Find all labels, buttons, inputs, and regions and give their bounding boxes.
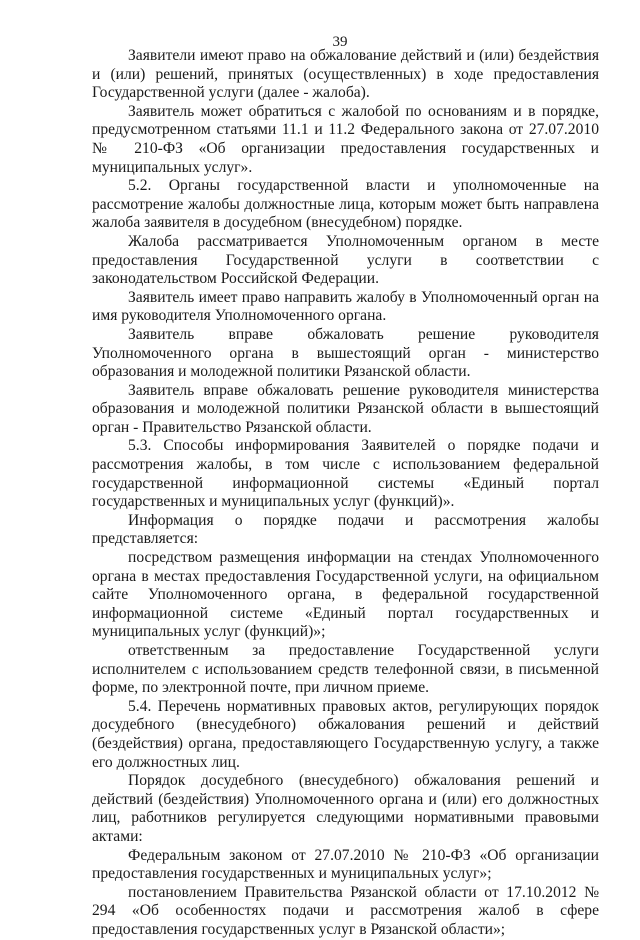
- paragraph-review-location: Жалоба рассматривается Уполномоченным органом в месте предоставления Государственной услуги в соответствии с законодательством Российской Федерации.: [92, 232, 599, 288]
- paragraph-send-to-head: Заявитель имеет право направить жалобу в Уполномоченный орган на имя руководителя Уполномоченного органа.: [92, 288, 599, 325]
- paragraph-appeal-to-government: Заявитель вправе обжаловать решение руководителя министерства образования и молодежной политики Рязанской области в вышестоящий орган - Правительство Рязанской области.: [92, 381, 599, 436]
- paragraph-appeal-grounds: Заявитель может обратиться с жалобой по основаниям и в порядке, предусмотренном статьями 11.1 и 11.2 Федерального закона от 27.07.2010 № 210-ФЗ «Об организации предоставления государственных и муниципальных услуг».: [92, 102, 599, 176]
- paragraph-info-stands: посредством размещения информации на стендах Уполномоченного органа в местах предоставления Государственной услуги, на официальном сайте Уполномоченного органа, в федеральной государственной информационной системе «Единый портал государственных и муниципальных услуг (функций)»;: [92, 549, 599, 641]
- paragraph-regional-resolution: постановлением Правительства Рязанской области от 17.10.2012 № 294 «Об особенностях подачи и рассмотрения жалоб в сфере предоставления государственных услуг в Рязанской области»;: [92, 883, 599, 938]
- paragraph-federal-law: Федеральным законом от 27.07.2010 № 210-ФЗ «Об организации предоставления государственных и муниципальных услуг»;: [92, 846, 599, 883]
- paragraph-section-5-4: 5.4. Перечень нормативных правовых актов, регулирующих порядок досудебного (внесудебного) обжалования решений и действий (бездействия) органа, предоставляющего Государственную услугу, а также его должностных лиц.: [92, 697, 599, 771]
- paragraph-appeal-to-ministry: Заявитель вправе обжаловать решение руководителя Уполномоченного органа в вышестоящий орган - министерство образования и молодежной политики Рязанской области.: [92, 325, 599, 381]
- paragraph-appeal-right: Заявители имеют право на обжалование действий и (или) бездействия и (или) решений, принятых (осуществленных) в ходе предоставления Государственной услуги (далее - жалоба).: [92, 47, 599, 102]
- paragraph-section-5-2: 5.2. Органы государственной власти и уполномоченные на рассмотрение жалобы должностные лица, которым может быть направлена жалоба заявителя в досудебном (внесудебном) порядке.: [92, 177, 599, 232]
- document-body: [92, 47, 599, 940]
- paragraph-info-executor: ответственным за предоставление Государственной услуги исполнителем с использованием средств телефонной связи, в письменной форме, по электронной почте, при личном приеме.: [92, 642, 599, 697]
- page-number: 39: [332, 34, 348, 50]
- paragraph-info-provided: Информация о порядке подачи и рассмотрения жалобы представляется:: [92, 511, 599, 548]
- paragraph-section-5-3: 5.3. Способы информирования Заявителей о порядке подачи и рассмотрения жалобы, в том числе с использованием федеральной государственной информационной системы «Единый портал государственных и муниципальных услуг (функций)».: [92, 437, 599, 511]
- paragraph-procedure-regulated: Порядок досудебного (внесудебного) обжалования решений и действий (бездействия) Уполномоченного органа и (или) его должностных лиц, работников регулируется следующими нормативными правовыми актами:: [92, 772, 599, 845]
